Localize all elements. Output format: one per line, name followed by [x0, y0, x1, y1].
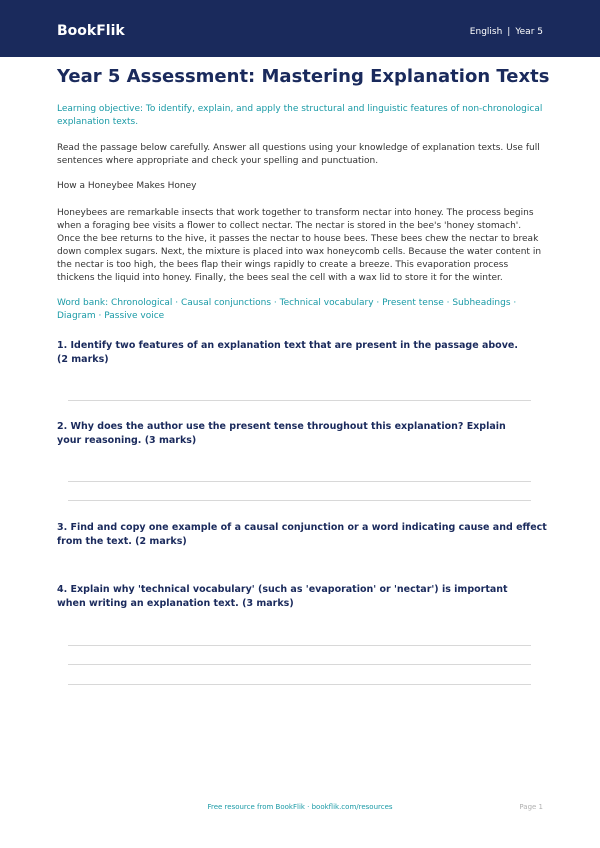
answer-line[interactable] [68, 664, 531, 665]
brand-logo: BookFlik [57, 23, 125, 39]
page-header [0, 0, 600, 57]
passage-title: How a Honeybee Makes Honey [57, 181, 197, 191]
page-number: Page 1 [519, 803, 543, 811]
word-bank: Word bank: Chronological · Causal conjunctions · Technical vocabulary · Present tense · Subheadings · Diagram · Passive voice [57, 298, 517, 321]
instructions: Read the passage below carefully. Answer all questions using your knowledge of explanation texts. Use full sentences where appropriate and check your spelling and punctuation. [57, 143, 540, 166]
answer-line[interactable] [68, 481, 531, 482]
subject-label: English [469, 27, 503, 37]
page-title: Year 5 Assessment: Mastering Explanation Texts [57, 66, 550, 87]
question-4: 4. Explain why 'technical vocabulary' (such as 'evaporation' or 'nectar') is important when writing an explanation text. (3 marks) [57, 584, 508, 609]
answer-line[interactable] [68, 684, 531, 685]
question-2: 2. Why does the author use the present tense throughout this explanation? Explain your reasoning. (3 marks) [57, 421, 506, 446]
answer-line[interactable] [68, 400, 531, 401]
answer-line[interactable] [68, 500, 531, 501]
separator: | [507, 27, 511, 37]
question-3: 3. Find and copy one example of a causal conjunction or a word indicating cause and effect from the text. (2 marks) [57, 522, 547, 547]
question-1: 1. Identify two features of an explanation text that are present in the passage above. (2 marks) [57, 340, 518, 365]
year-label: Year 5 [515, 27, 543, 37]
answer-line[interactable] [68, 645, 531, 646]
subject-year-label [470, 27, 543, 37]
learning-objective: Learning objective: To identify, explain, and apply the structural and linguistic features of non-chronological explanation texts. [57, 104, 543, 127]
worksheet-content [57, 65, 550, 349]
passage-text: Honeybees are remarkable insects that work together to transform nectar into honey. The process begins when a foraging bee visits a flower to collect nectar. The nectar is stored in the bee's 'honey stomach'. Once the bee returns to the hive, it passes the nectar to house bees. These bees chew the nectar to break down complex sugars. Next, the mixture is placed into wax honeycomb cells. Because the water content in the nectar is too high, the bees flap their wings rapidly to create a breeze. This evaporation process thickens the liquid into honey. Finally, the bees seal the cell with a wax lid to store it for the winter. [57, 208, 542, 283]
footer-text: Free resource from BookFlik · bookflik.com/resources [207, 803, 393, 811]
